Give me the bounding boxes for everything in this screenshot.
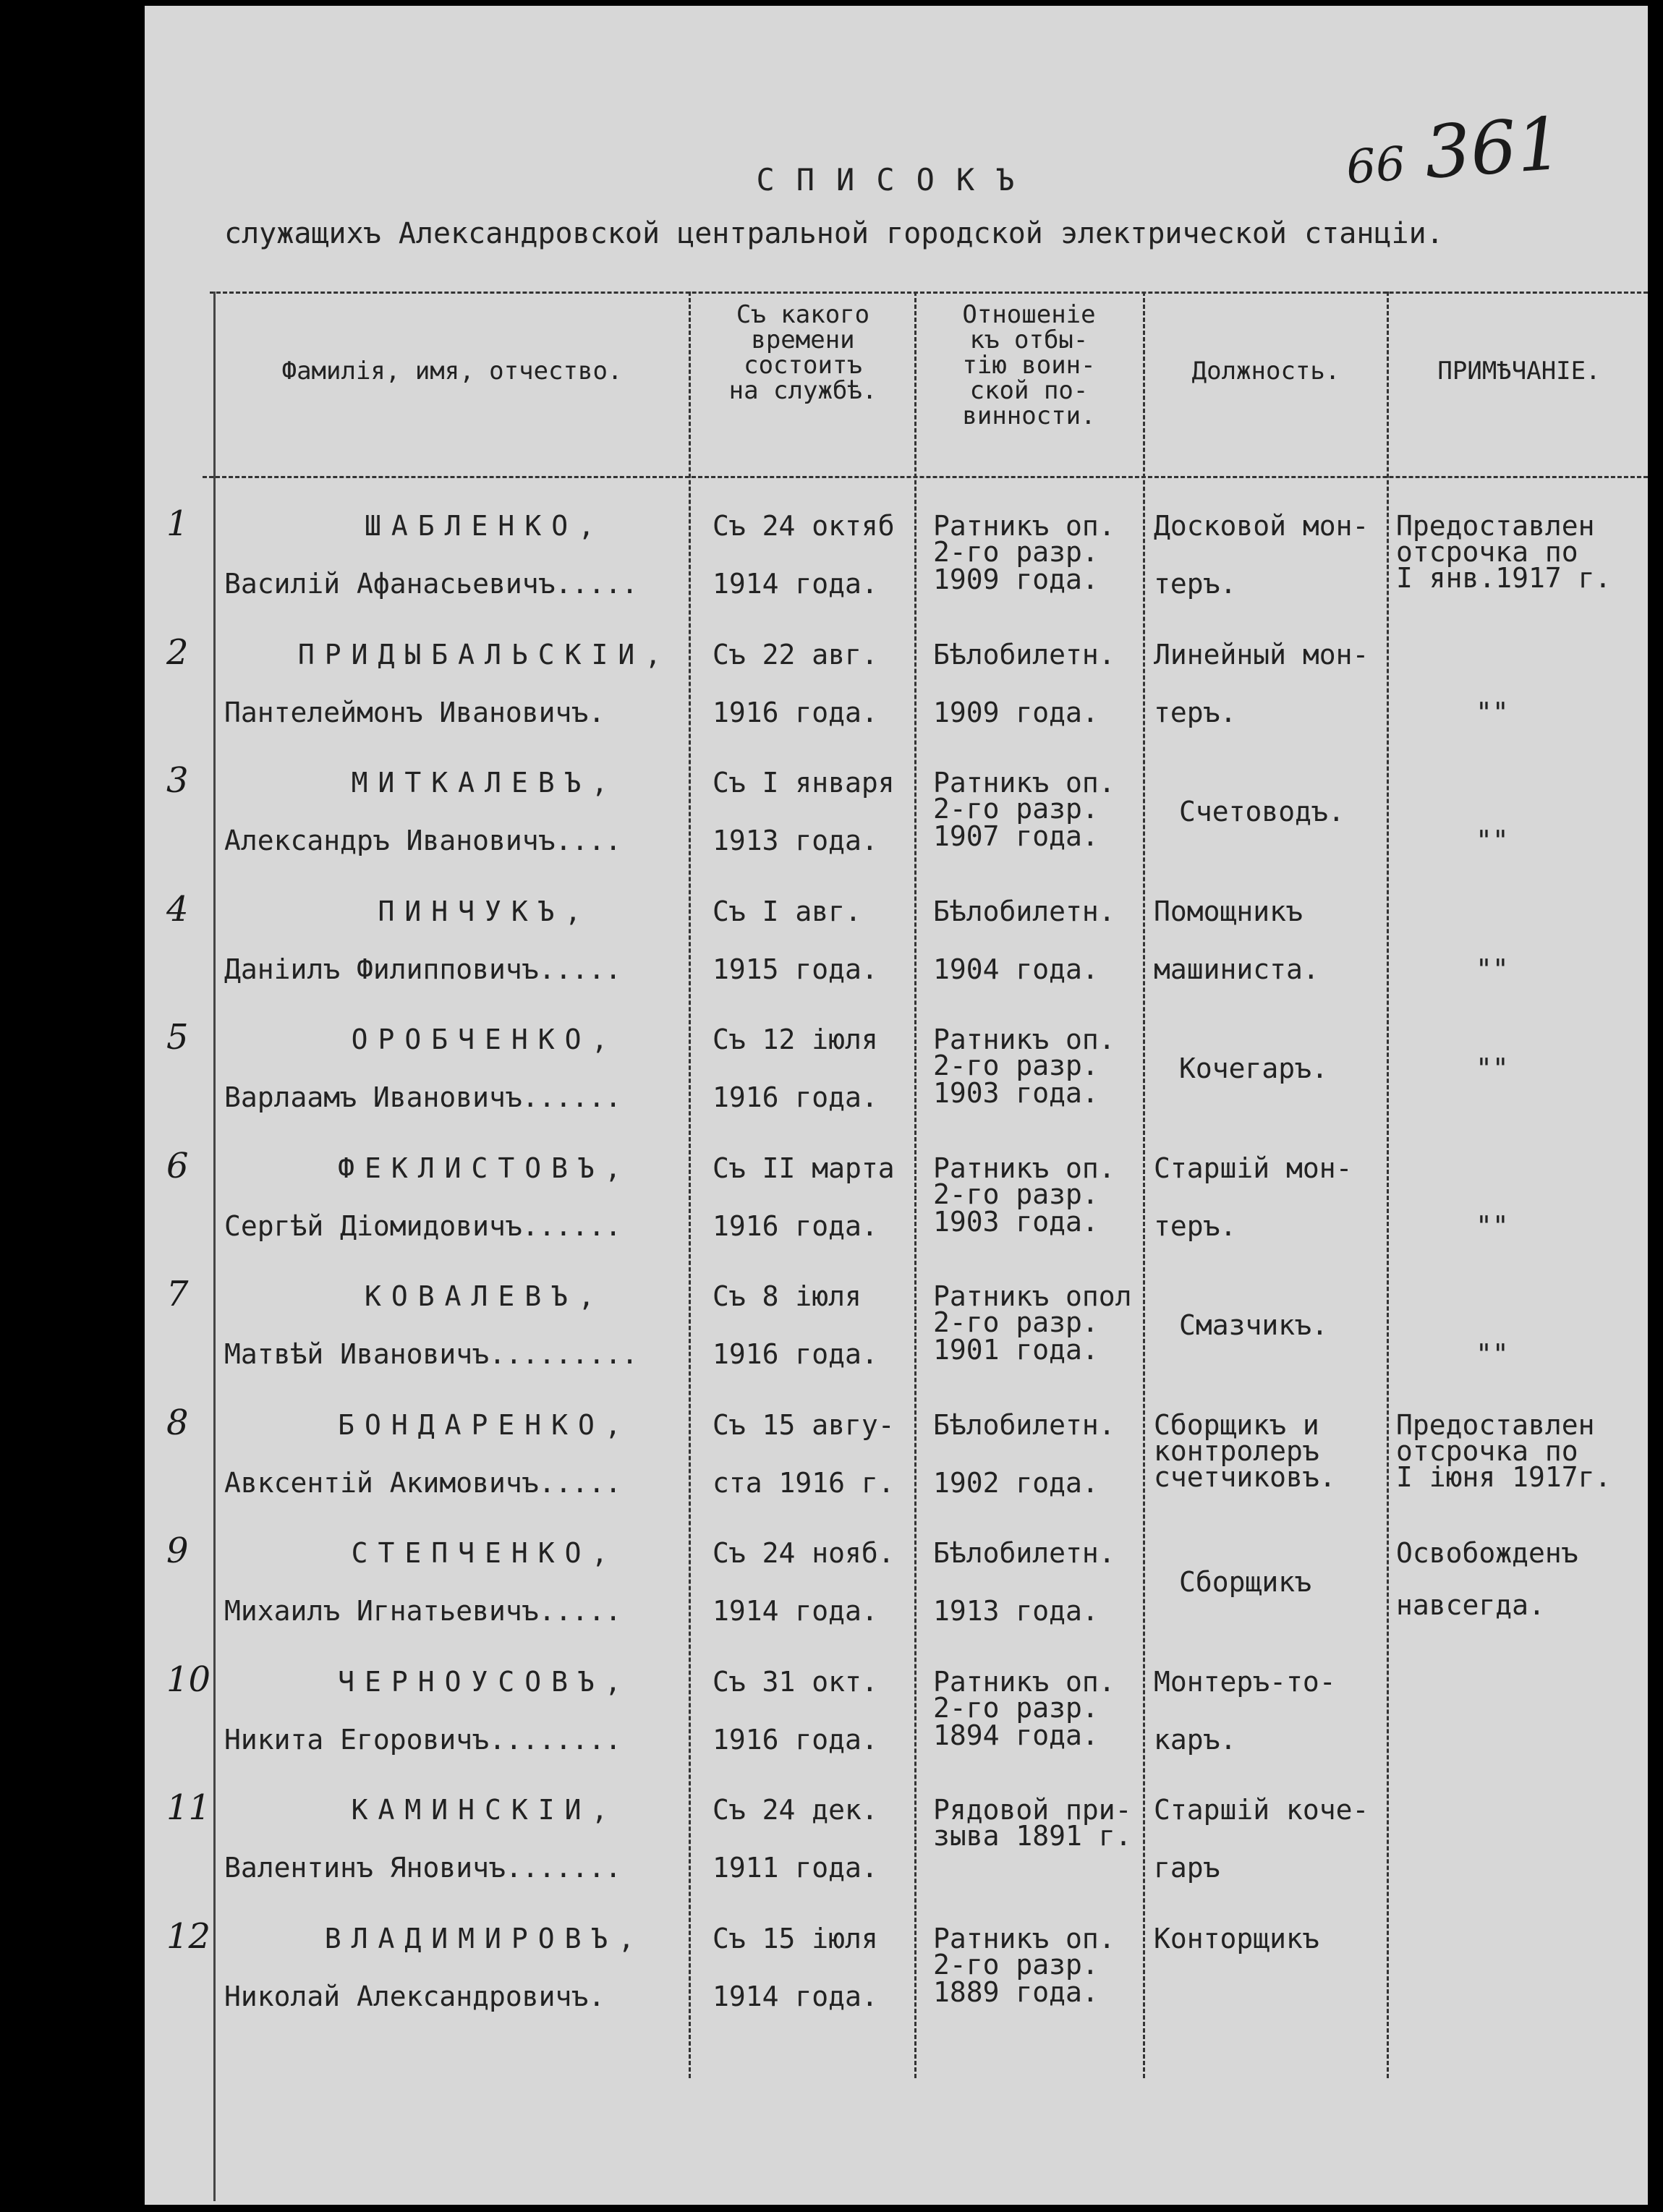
row-number: 9 [166, 1531, 189, 1571]
service-start-date: Съ 31 окт. [713, 1665, 878, 1698]
military-category: 2-го разр. [933, 1178, 1099, 1210]
note-line-2: "" [1476, 1209, 1509, 1242]
employee-surname: ЧЕРНОУСОВЪ, [338, 1665, 631, 1698]
employee-given-name: Матвѣй Ивановичъ......... [224, 1338, 638, 1370]
row-number: 3 [166, 760, 189, 801]
service-start-year: 1914 года. [713, 1980, 878, 2012]
position-line-3: счетчиковъ. [1154, 1460, 1336, 1493]
military-status: Ратникъ оп. [933, 767, 1115, 799]
service-start-year: 1913 года. [713, 825, 878, 856]
service-start-date: Съ I авг. [713, 895, 862, 927]
page-title: СПИСОКЪ [756, 162, 1037, 197]
military-status: Ратникъ оп. [933, 1922, 1115, 1954]
header-military-line: винности. [962, 401, 1096, 430]
note-line-2: "" [1476, 696, 1509, 728]
note-line-1: Предоставлен [1396, 510, 1595, 542]
employee-given-name: Пантелеймонъ Ивановичъ. [224, 696, 605, 728]
military-category: 2-го разр. [933, 536, 1099, 568]
position-line-2: каръ. [1154, 1723, 1237, 1756]
table-top-rule [210, 292, 1648, 294]
position-line-1: Досковой мон- [1154, 510, 1369, 542]
row-number: 4 [166, 888, 189, 930]
archive-number-main: 361 [1421, 101, 1566, 195]
header-name: Фамилія, имя, отчество. [281, 357, 623, 386]
service-start-date: Съ 12 іюля [713, 1024, 878, 1055]
employee-surname: ФЕКЛИСТОВЪ, [338, 1152, 631, 1184]
row-number: 11 [166, 1787, 211, 1828]
employee-given-name: Даніилъ Филипповичъ..... [224, 953, 622, 985]
military-year: 1894 года. [933, 1719, 1099, 1751]
employee-surname: ПИНЧУКЪ, [378, 895, 592, 927]
position-line-1: Монтеръ-то- [1154, 1665, 1336, 1698]
position-line-2: контролеръ [1154, 1434, 1319, 1467]
note-line-3: I янв.1917 г. [1396, 562, 1612, 594]
note-line-1: "" [1476, 1052, 1509, 1084]
page-subtitle: служащихъ Александровской центральной городской электрической станціи. [224, 217, 1444, 250]
row-number: 12 [166, 1915, 211, 1957]
service-start-date: Съ II марта [713, 1152, 895, 1184]
military-year: 1904 года. [933, 953, 1099, 985]
note-line-3: I іюня 1917г. [1396, 1460, 1612, 1493]
note-line-2: отсрочка по [1396, 536, 1578, 568]
position-line-1: Старшій коче- [1154, 1794, 1369, 1826]
column-divider-1 [689, 292, 691, 2078]
row-number: 1 [166, 503, 189, 544]
position-line-1: Сборщикъ и [1154, 1408, 1319, 1441]
employee-surname: МИТКАЛЕВЪ, [351, 767, 618, 799]
military-year: 1903 года. [933, 1205, 1099, 1238]
position-line-1: Конторщикъ [1154, 1922, 1319, 1954]
position-line-1: Помощникъ [1154, 895, 1303, 927]
military-year: 1907 года. [933, 820, 1099, 852]
position-line-2: теръ. [1154, 1209, 1237, 1242]
punch-hole [72, 1609, 82, 1620]
military-year: 1901 года. [933, 1334, 1099, 1366]
position-line-2: Смазчикъ. [1179, 1309, 1328, 1341]
military-status: Ратникъ оп. [933, 1665, 1115, 1698]
note-line-2: "" [1476, 1338, 1509, 1370]
header-since-line: Съ какого [736, 300, 870, 329]
row-number: 6 [166, 1145, 189, 1186]
header-bottom-rule [203, 476, 1648, 478]
employee-given-name: Варлаамъ Ивановичъ...... [224, 1081, 622, 1113]
column-divider-2 [914, 292, 916, 2078]
position-line-2: машиниста. [1154, 953, 1319, 985]
position-line-2: Сборщикъ [1179, 1566, 1312, 1598]
note-line-2: "" [1476, 953, 1509, 985]
service-start-date: Съ 24 нояб. [713, 1537, 895, 1569]
header-military [919, 302, 1139, 429]
document-page [145, 6, 1648, 2205]
header-since-line: времени [751, 326, 855, 354]
service-start-date: Съ 8 іюля [713, 1280, 862, 1312]
row-number: 5 [166, 1017, 189, 1058]
service-start-date: Съ I января [713, 767, 895, 799]
service-start-year: 1916 года. [713, 1209, 878, 1242]
employee-surname: КОВАЛЕВЪ, [365, 1280, 605, 1312]
military-status: Бѣлобилетн. [933, 638, 1115, 671]
column-divider-4 [1387, 292, 1389, 2078]
header-military-line: тію воин- [962, 351, 1096, 380]
military-year: 1902 года. [933, 1466, 1099, 1499]
row-number: 8 [166, 1402, 189, 1443]
service-start-year: 1914 года. [713, 568, 878, 600]
service-start-year: 1916 года. [713, 1338, 878, 1370]
military-category: зыва 1891 г. [933, 1820, 1132, 1852]
military-year: 1889 года. [933, 1975, 1099, 2008]
military-category: 2-го разр. [933, 1948, 1099, 1981]
header-since-line: на службѣ. [728, 376, 877, 405]
employee-surname: КАМИНСКІИ, [351, 1794, 618, 1826]
service-start-year: 1915 года. [713, 953, 878, 985]
military-year: 1903 года. [933, 1077, 1099, 1109]
military-year: 1909 года. [933, 696, 1099, 728]
employee-given-name: Авксентій Акимовичъ..... [224, 1466, 622, 1499]
employee-given-name: Михаилъ Игнатьевичъ..... [224, 1595, 622, 1627]
note-line-2: "" [1476, 825, 1509, 856]
employee-given-name: Сергѣй Діомидовичъ...... [224, 1209, 622, 1242]
position-line-2: Кочегаръ. [1179, 1052, 1328, 1084]
header-since-line: состоитъ [744, 351, 862, 380]
service-start-year: 1916 года. [713, 1081, 878, 1113]
position-line-2: Счетоводъ. [1179, 796, 1345, 828]
employee-surname: ВЛАДИМИРОВЪ, [324, 1922, 645, 1954]
military-status: Ратникъ оп. [933, 1024, 1115, 1055]
employee-given-name: Александръ Ивановичъ.... [224, 825, 622, 856]
position-line-1: Линейный мон- [1154, 638, 1369, 671]
military-category: 2-го разр. [933, 1691, 1099, 1724]
service-start-year: 1916 года. [713, 696, 878, 728]
employee-surname: ШАБЛЕНКО, [365, 510, 605, 542]
service-start-year: 1916 года. [713, 1723, 878, 1756]
service-start-date: Съ 15 іюля [713, 1922, 878, 1954]
military-category: 2-го разр. [933, 793, 1099, 825]
military-year: 1913 года. [933, 1595, 1099, 1627]
punch-hole [72, 158, 82, 168]
position-line-2: теръ. [1154, 696, 1237, 728]
employee-surname: ОРОБЧЕНКО, [351, 1024, 618, 1055]
service-start-date: Съ 24 дек. [713, 1794, 878, 1826]
military-category: 2-го разр. [933, 1050, 1099, 1081]
employee-given-name: Василій Афанасьевичъ..... [224, 568, 638, 600]
service-start-date: Съ 24 октяб [713, 510, 895, 542]
header-since [694, 302, 911, 404]
military-status: Ратникъ опол [933, 1280, 1132, 1312]
employee-surname: ПРИДЫБАЛЬСКІИ, [297, 638, 672, 671]
punch-hole [72, 1107, 82, 1117]
note-line-1: Предоставлен [1396, 1408, 1595, 1441]
employee-given-name: Валентинъ Яновичъ....... [224, 1852, 622, 1884]
row-number: 2 [166, 631, 189, 673]
military-status: Ратникъ оп. [933, 1152, 1115, 1184]
employee-given-name: Николай Александровичъ. [224, 1980, 605, 2012]
note-line-1: Освобожденъ [1396, 1537, 1578, 1569]
position-line-1: Старшій мон- [1154, 1152, 1353, 1184]
row-number: 7 [166, 1274, 189, 1314]
punch-hole [103, 2080, 113, 2090]
service-start-date: Съ 15 авгу- [713, 1408, 895, 1441]
service-start-year: 1911 года. [713, 1852, 878, 1884]
position-line-2: теръ. [1154, 568, 1237, 600]
service-start-year: 1914 года. [713, 1595, 878, 1627]
military-year: 1909 года. [933, 563, 1099, 595]
service-start-year: ста 1916 г. [713, 1466, 895, 1499]
military-category: 2-го разр. [933, 1306, 1099, 1338]
employee-surname: БОНДАРЕНКО, [338, 1408, 631, 1441]
military-status: Бѣлобилетн. [933, 895, 1115, 927]
header-military-line: ской по- [969, 376, 1089, 405]
row-number: 10 [166, 1659, 211, 1700]
header-military-line: Отношеніе [962, 300, 1096, 329]
military-status: Бѣлобилетн. [933, 1408, 1115, 1441]
note-line-2: отсрочка по [1396, 1434, 1578, 1467]
header-military-line: къ отбы- [969, 326, 1089, 354]
military-status: Рядовой при- [933, 1794, 1132, 1826]
note-line-3: навсегда. [1396, 1589, 1545, 1621]
service-start-date: Съ 22 авг. [713, 638, 878, 671]
military-status: Ратникъ оп. [933, 510, 1115, 542]
header-position: Должность. [1191, 357, 1340, 386]
employee-surname: СТЕПЧЕНКО, [351, 1537, 618, 1569]
column-divider-3 [1143, 292, 1145, 2078]
archive-number-prefix: 66 [1344, 137, 1408, 195]
employee-given-name: Никита Егоровичъ........ [224, 1723, 622, 1756]
military-status: Бѣлобилетн. [933, 1537, 1115, 1569]
position-line-2: гаръ [1154, 1852, 1220, 1884]
header-note: ПРИМѢЧАНІЕ. [1437, 357, 1601, 386]
table-left-border [213, 292, 216, 2201]
